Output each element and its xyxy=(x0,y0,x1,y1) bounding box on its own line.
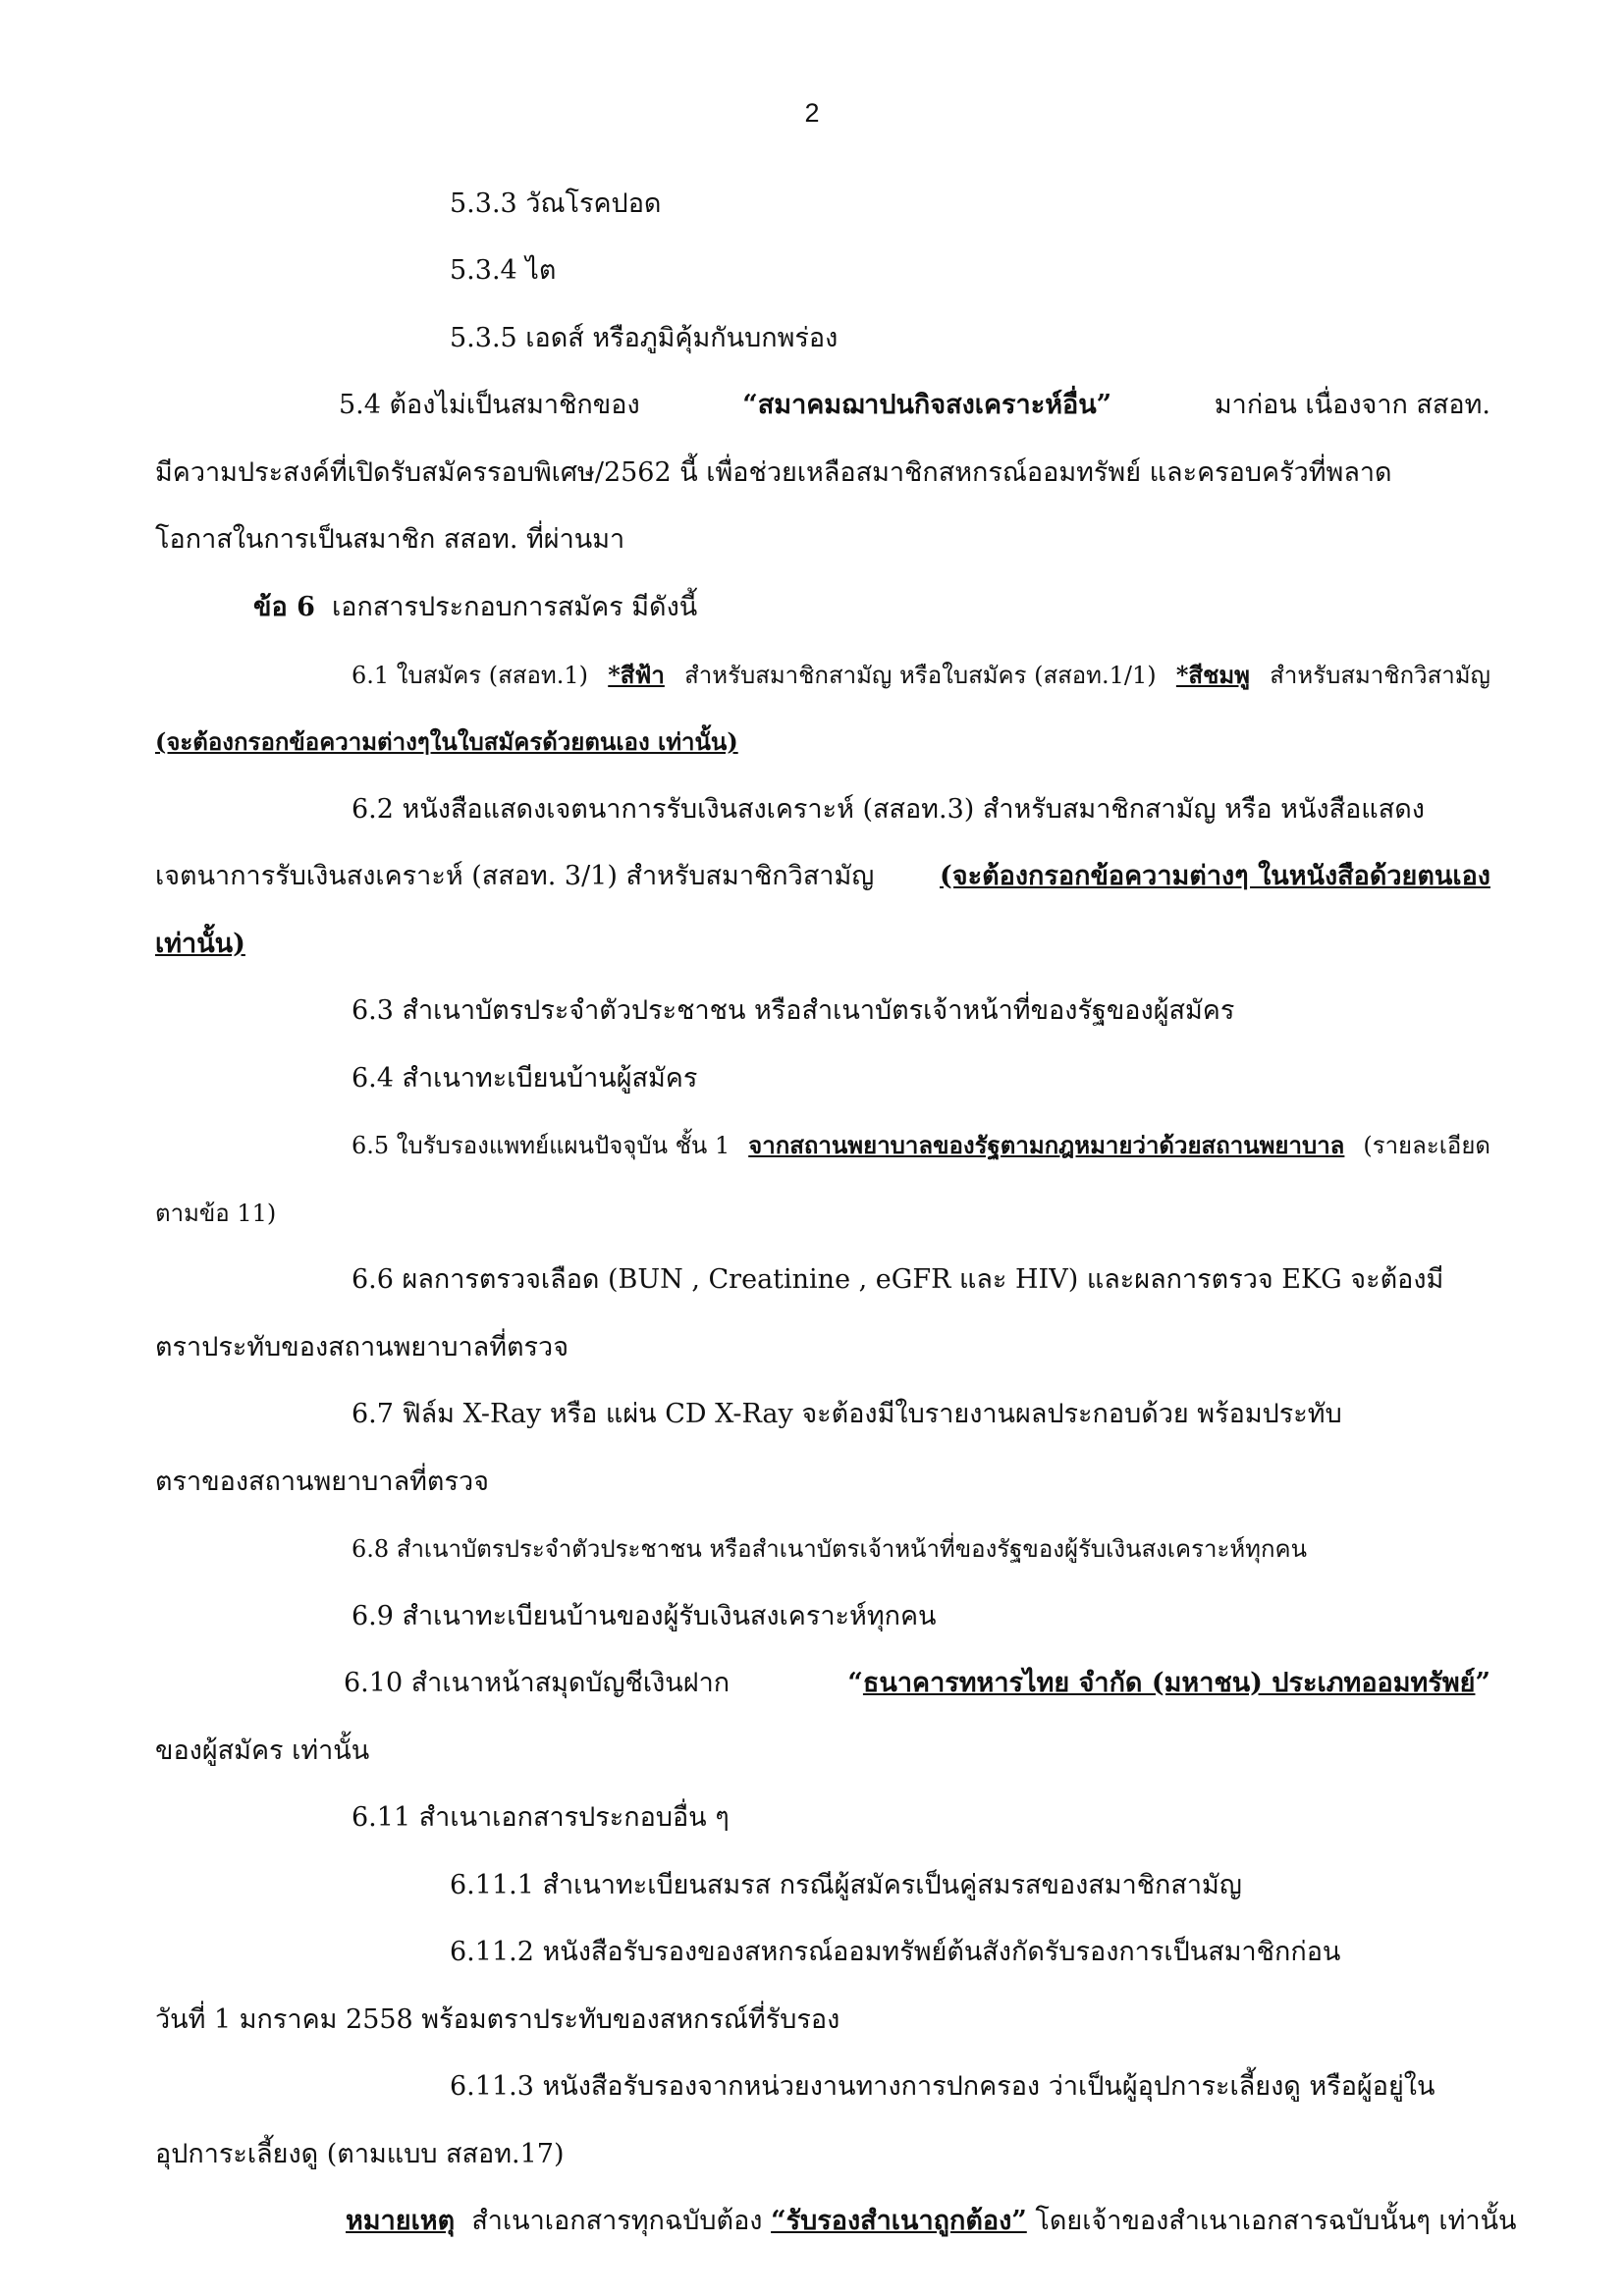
clause-6-title: เอกสารประกอบการสมัคร มีดังนี้ xyxy=(332,592,698,622)
item-5-4-association: “สมาคมฌาปนกิจสงเคราะห์อื่น” xyxy=(742,390,1112,420)
item-5-3-3: 5.3.3 วัณโรคปอด xyxy=(450,188,662,219)
item-6-5-line2: ตามข้อ 11) xyxy=(155,1200,277,1227)
item-6-1-line2: (จะต้องกรอกข้อความต่างๆในใบสมัครด้วยตนเอง เท่านั้น) xyxy=(155,727,738,756)
item-6-2-line2 xyxy=(155,857,1490,896)
item-6-11: 6.11 สำเนาเอกสารประกอบอื่น ๆ xyxy=(352,1802,730,1833)
item-6-11-1: 6.11.1 สำเนาทะเบียนสมรส กรณีผู้สมัครเป็นคู่สมรสของสมาชิกสามัญ xyxy=(450,1870,1242,1900)
clause-6-heading xyxy=(253,588,697,627)
item-6-2-notice: (จะต้องกรอกข้อความต่างๆ ในหนังสือด้วยตนเอง xyxy=(940,861,1490,891)
page-number: 2 xyxy=(804,98,820,128)
item-6-10-line2: ของผู้สมัคร เท่านั้น xyxy=(155,1735,370,1766)
item-6-7-line1: 6.7 ฟิล์ม X-Ray หรือ แผ่น CD X-Ray จะต้องมีใบรายงานผลประกอบด้วย พร้อมประทับ xyxy=(352,1399,1342,1429)
item-6-6-line2: ตราประทับของสถานพยาบาลที่ตรวจ xyxy=(155,1332,569,1362)
item-6-11-2-line1: 6.11.2 หนังสือรับรองของสหกรณ์ออมทรัพย์ต้นสังกัดรับรองการเป็นสมาชิกก่อน xyxy=(450,1937,1341,1967)
item-6-7-line2: ตราของสถานพยาบาลที่ตรวจ xyxy=(155,1467,489,1497)
item-6-10-bank: ธนาคารทหารไทย จำกัด (มหาชน) ประเภทออมทรัพย์ xyxy=(862,1668,1476,1698)
item-6-11-3-line1: 6.11.3 หนังสือรับรองจากหน่วยงานทางการปกครอง ว่าเป็นผู้อุปการะเลี้ยงดู หรือผู้อยู่ใน xyxy=(450,2071,1435,2102)
item-6-10-open-quote: “ xyxy=(847,1668,863,1698)
item-6-1-form: 6.1 ใบสมัคร (สสอท.1) xyxy=(352,662,588,689)
item-6-5-cert: 6.5 ใบรับรองแพทย์แผนปัจจุบัน ชั้น 1 xyxy=(352,1132,731,1159)
item-6-10-lead: 6.10 สำเนาหน้าสมุดบัญชีเงินฝาก xyxy=(344,1668,731,1698)
item-6-1-ordinary: สำหรับสมาชิกสามัญ หรือใบสมัคร (สสอท.1/1) xyxy=(684,662,1157,689)
item-6-5-detail: (รายละเอียด xyxy=(1363,1132,1490,1159)
item-6-3: 6.3 สำเนาบัตรประจำตัวประชาชน หรือสำเนาบัตรเจ้าหน้าที่ของรัฐของผู้สมัคร xyxy=(352,995,1235,1026)
item-6-1-line1 xyxy=(352,656,1490,695)
item-6-6-line1: 6.6 ผลการตรวจเลือด (BUN , Creatinine , eGFR และ HIV) และผลการตรวจ EKG จะต้องมี xyxy=(352,1264,1444,1295)
item-6-11-3-line2: อุปการะเลี้ยงดู (ตามแบบ สสอท.17) xyxy=(155,2139,565,2169)
note-label: หมายเหตุ xyxy=(346,2206,456,2236)
item-6-10-close-quote: ” xyxy=(1475,1668,1490,1698)
item-6-4: 6.4 สำเนาทะเบียนบ้านผู้สมัคร xyxy=(352,1063,698,1094)
item-6-11-2-line2: วันที่ 1 มกราคม 2558 พร้อมตราประทับของสหกรณ์ที่รับรอง xyxy=(155,2004,840,2035)
note-tail: โดยเจ้าของสำเนาเอกสารฉบับนั้นๆ เท่านั้น xyxy=(1035,2206,1517,2236)
item-5-3-5: 5.3.5 เอดส์ หรือภูมิคุ้มกันบกพร่อง xyxy=(450,323,839,353)
item-6-2-line1: 6.2 หนังสือแสดงเจตนาการรับเงินสงเคราะห์ (สสอท.3) สำหรับสมาชิกสามัญ หรือ หนังสือแสดง xyxy=(352,794,1425,825)
item-6-1-pink-label: *สีชมพู xyxy=(1175,661,1251,689)
item-5-4-line3: โอกาสในการเป็นสมาชิก สสอท. ที่ผ่านมา xyxy=(155,524,625,555)
item-6-1-associate: สำหรับสมาชิกวิสามัญ xyxy=(1270,662,1490,689)
note-certified: “รับรองสำเนาถูกต้อง” xyxy=(771,2206,1027,2236)
item-6-10-line1 xyxy=(344,1664,1490,1703)
item-6-9: 6.9 สำเนาทะเบียนบ้านของผู้รับเงินสงเคราะห์ทุกคน xyxy=(352,1601,937,1631)
item-6-2-line3: เท่านั้น) xyxy=(155,929,245,959)
item-5-4-lead: 5.4 ต้องไม่เป็นสมาชิกของ xyxy=(339,390,640,420)
item-5-4-line1 xyxy=(339,386,1490,425)
clause-6-number: ข้อ 6 xyxy=(253,592,315,622)
item-5-4-tail: มาก่อน เนื่องจาก สสอท. xyxy=(1214,390,1490,420)
item-6-8: 6.8 สำเนาบัตรประจำตัวประชาชน หรือสำเนาบัตรเจ้าหน้าที่ของรัฐของผู้รับเงินสงเคราะห์ทุกคน xyxy=(352,1535,1307,1563)
item-6-10-bank-wrap xyxy=(847,1664,1490,1703)
item-6-5-source: จากสถานพยาบาลของรัฐตามกฎหมายว่าด้วยสถานพยาบาล xyxy=(748,1131,1345,1159)
note-text: สำเนาเอกสารทุกฉบับต้อง xyxy=(471,2206,763,2236)
item-5-3-4: 5.3.4 ไต xyxy=(450,255,557,286)
item-6-1-blue-label: *สีฟ้า xyxy=(608,661,665,689)
note-line xyxy=(346,2202,1517,2241)
item-6-2-form: เจตนาการรับเงินสงเคราะห์ (สสอท. 3/1) สำหรับสมาชิกวิสามัญ xyxy=(155,861,875,891)
item-5-4-line2: มีความประสงค์ที่เปิดรับสมัครรอบพิเศษ/2562 นี้ เพื่อช่วยเหลือสมาชิกสหกรณ์ออมทรัพย์ และครอบครัวที่พลาด xyxy=(155,457,1392,488)
item-6-5-line1 xyxy=(352,1126,1490,1165)
